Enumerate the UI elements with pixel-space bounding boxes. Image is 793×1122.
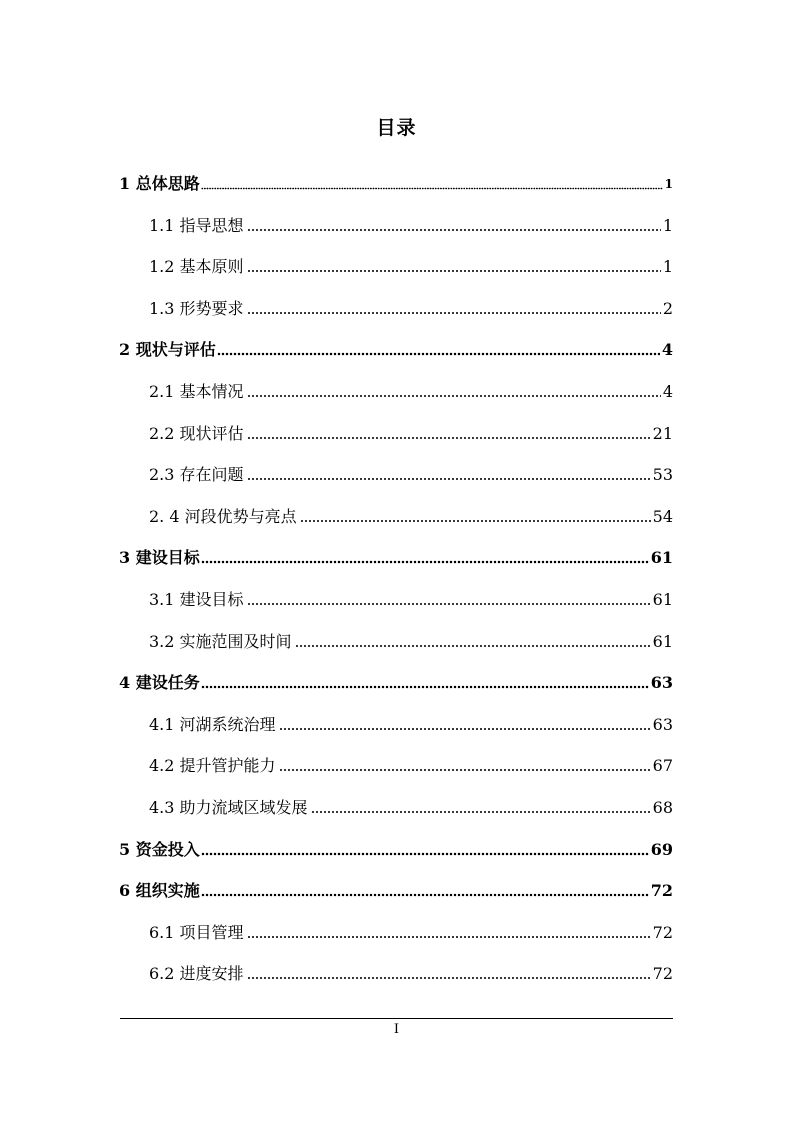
toc-entry[interactable] [149, 629, 673, 653]
toc-entry-page-number: 72 [652, 964, 673, 983]
toc-dot-leader [247, 475, 651, 481]
toc-entry-label: 4.1 河湖系统治理 [149, 715, 276, 734]
toc-entry[interactable] [119, 878, 673, 902]
toc-entry-label: 2 现状与评估 [119, 340, 216, 359]
toc-entry-label: 1.3 形势要求 [149, 299, 244, 318]
toc-title: 目录 [376, 117, 417, 139]
footer-divider [120, 1018, 673, 1019]
toc-entry-label: 1.2 基本原则 [149, 257, 244, 276]
toc-entry-page-number: 63 [650, 673, 673, 692]
toc-entry[interactable] [149, 504, 673, 528]
toc-dot-leader [201, 558, 649, 564]
toc-dot-leader [247, 226, 661, 232]
toc-entry[interactable] [149, 587, 673, 611]
toc-entry[interactable] [149, 462, 673, 486]
toc-entry-page-number: 67 [652, 756, 673, 775]
toc-entry-label: 2.1 基本情况 [149, 382, 244, 401]
toc-entry-label: 5 资金投入 [119, 840, 200, 859]
toc-dot-leader [201, 891, 649, 897]
toc-entry-label: 2.2 现状评估 [149, 424, 244, 443]
toc-entry-page-number: 2 [662, 299, 673, 318]
toc-dot-leader [279, 766, 651, 772]
toc-dot-leader [201, 850, 649, 856]
toc-dot-leader [247, 600, 651, 606]
toc-dot-leader [279, 725, 651, 731]
toc-entry-page-number: 72 [650, 881, 673, 900]
toc-entry-page-number: 53 [652, 465, 673, 484]
toc-entry-page-number: 54 [652, 507, 673, 526]
toc-entry-page-number: 4 [662, 382, 673, 401]
footer-page-number: I [393, 1022, 400, 1037]
toc-dot-leader [300, 517, 651, 523]
toc-entry-label: 4.3 助力流域区域发展 [149, 798, 308, 817]
toc-entry[interactable] [149, 920, 673, 944]
toc-entry[interactable] [149, 296, 673, 320]
toc-entry-label: 3.2 实施范围及时间 [149, 632, 292, 651]
toc-entry-page-number: 68 [652, 798, 673, 817]
toc-dot-leader [247, 434, 651, 440]
toc-entry[interactable] [119, 670, 673, 694]
toc-dot-leader [247, 267, 661, 273]
toc-entry-label: 4 建设任务 [119, 673, 200, 692]
toc-dot-leader [295, 642, 651, 648]
toc-entry[interactable] [119, 837, 673, 861]
toc-entry-label: 6 组织实施 [119, 881, 200, 900]
toc-entry[interactable] [149, 795, 673, 819]
toc-entry[interactable] [149, 753, 673, 777]
toc-entry-page-number: 63 [652, 715, 673, 734]
toc-entry-page-number: 1 [662, 257, 673, 276]
toc-dot-leader [247, 933, 651, 939]
toc-dot-leader [201, 683, 649, 689]
toc-entry[interactable] [119, 171, 673, 195]
toc-entry-label: 6.2 进度安排 [149, 964, 244, 983]
toc-entry-page-number: 69 [650, 840, 673, 859]
toc-dot-leader [217, 350, 660, 356]
toc-entry-page-number: 61 [652, 632, 673, 651]
toc-dot-leader [247, 309, 661, 315]
toc-entry[interactable] [119, 337, 673, 361]
toc-entry-label: 1 总体思路 [119, 174, 200, 193]
toc-entry-page-number: 72 [652, 923, 673, 942]
toc-dot-leader [247, 392, 661, 398]
toc-entry-label: 3.1 建设目标 [149, 590, 244, 609]
toc-entry-label: 4.2 提升管护能力 [149, 756, 276, 775]
toc-entry-label: 2. 4 河段优势与亮点 [149, 507, 297, 526]
toc-entry-page-number: 21 [652, 424, 673, 443]
toc-dot-leader [311, 808, 651, 814]
toc-entry-page-number: 61 [652, 590, 673, 609]
toc-entry-label: 6.1 项目管理 [149, 923, 244, 942]
toc-entry-page-number: 1 [664, 177, 673, 191]
toc-entry-page-number: 1 [662, 216, 673, 235]
toc-entry[interactable] [149, 712, 673, 736]
toc-entry[interactable] [119, 545, 673, 569]
toc-entry[interactable] [149, 254, 673, 278]
toc-entry-label: 1.1 指导思想 [149, 216, 244, 235]
toc-entry[interactable] [149, 961, 673, 985]
toc-entry[interactable] [149, 421, 673, 445]
toc-entry[interactable] [149, 213, 673, 237]
toc-dot-leader [201, 186, 663, 190]
toc-entry-page-number: 4 [661, 340, 673, 359]
toc-entry-label: 2.3 存在问题 [149, 465, 244, 484]
toc-dot-leader [247, 974, 651, 980]
toc-entry[interactable] [149, 379, 673, 403]
toc-entry-page-number: 61 [650, 548, 673, 567]
toc-entry-label: 3 建设目标 [119, 548, 200, 567]
